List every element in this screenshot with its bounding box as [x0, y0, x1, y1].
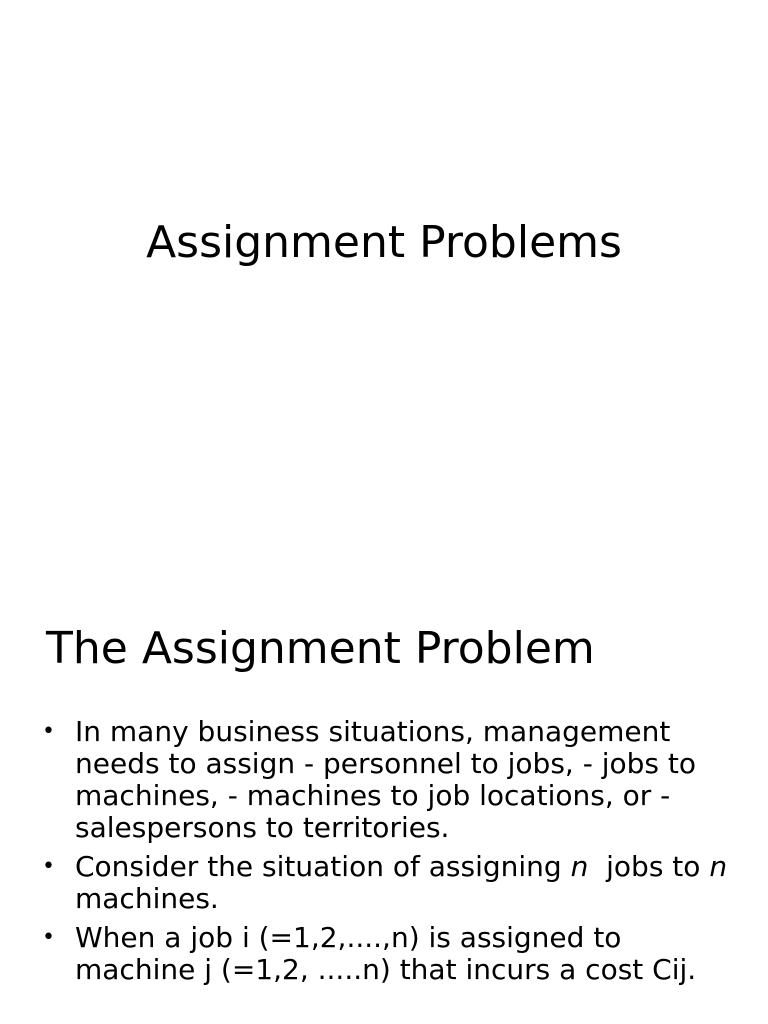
bullet-item-consider-situation [40, 850, 745, 915]
bullet-text: In many business situations, management needs to assign - personnel to jobs, - jobs to machines, - machines to job locations, or - salespersons to territories. [75, 715, 697, 844]
variable-n: n [570, 850, 589, 883]
bullet-text-part: Consider the situation of assigning [75, 850, 571, 883]
bullet-item-cost [40, 922, 730, 986]
content-slide-heading: The Assignment Problem [46, 623, 595, 674]
bullet-text: When a job i (=1,2,....,n) is assigned to machine j (=1,2, .....n) that incurs a cost Cij. [75, 921, 697, 986]
bullet-dot-icon: • [42, 854, 55, 879]
title-slide-heading: Assignment Problems [146, 217, 622, 268]
variable-n: n [709, 850, 728, 883]
bullet-list [40, 715, 745, 993]
bullet-dot-icon: • [42, 719, 55, 744]
content-slide [0, 576, 768, 1024]
bullet-dot-icon: • [42, 925, 55, 950]
bullet-item-business-situations [40, 716, 730, 844]
bullet-text [75, 850, 745, 915]
bullet-text-part: machines. [75, 850, 745, 915]
bullet-text-part: jobs to [588, 850, 710, 883]
